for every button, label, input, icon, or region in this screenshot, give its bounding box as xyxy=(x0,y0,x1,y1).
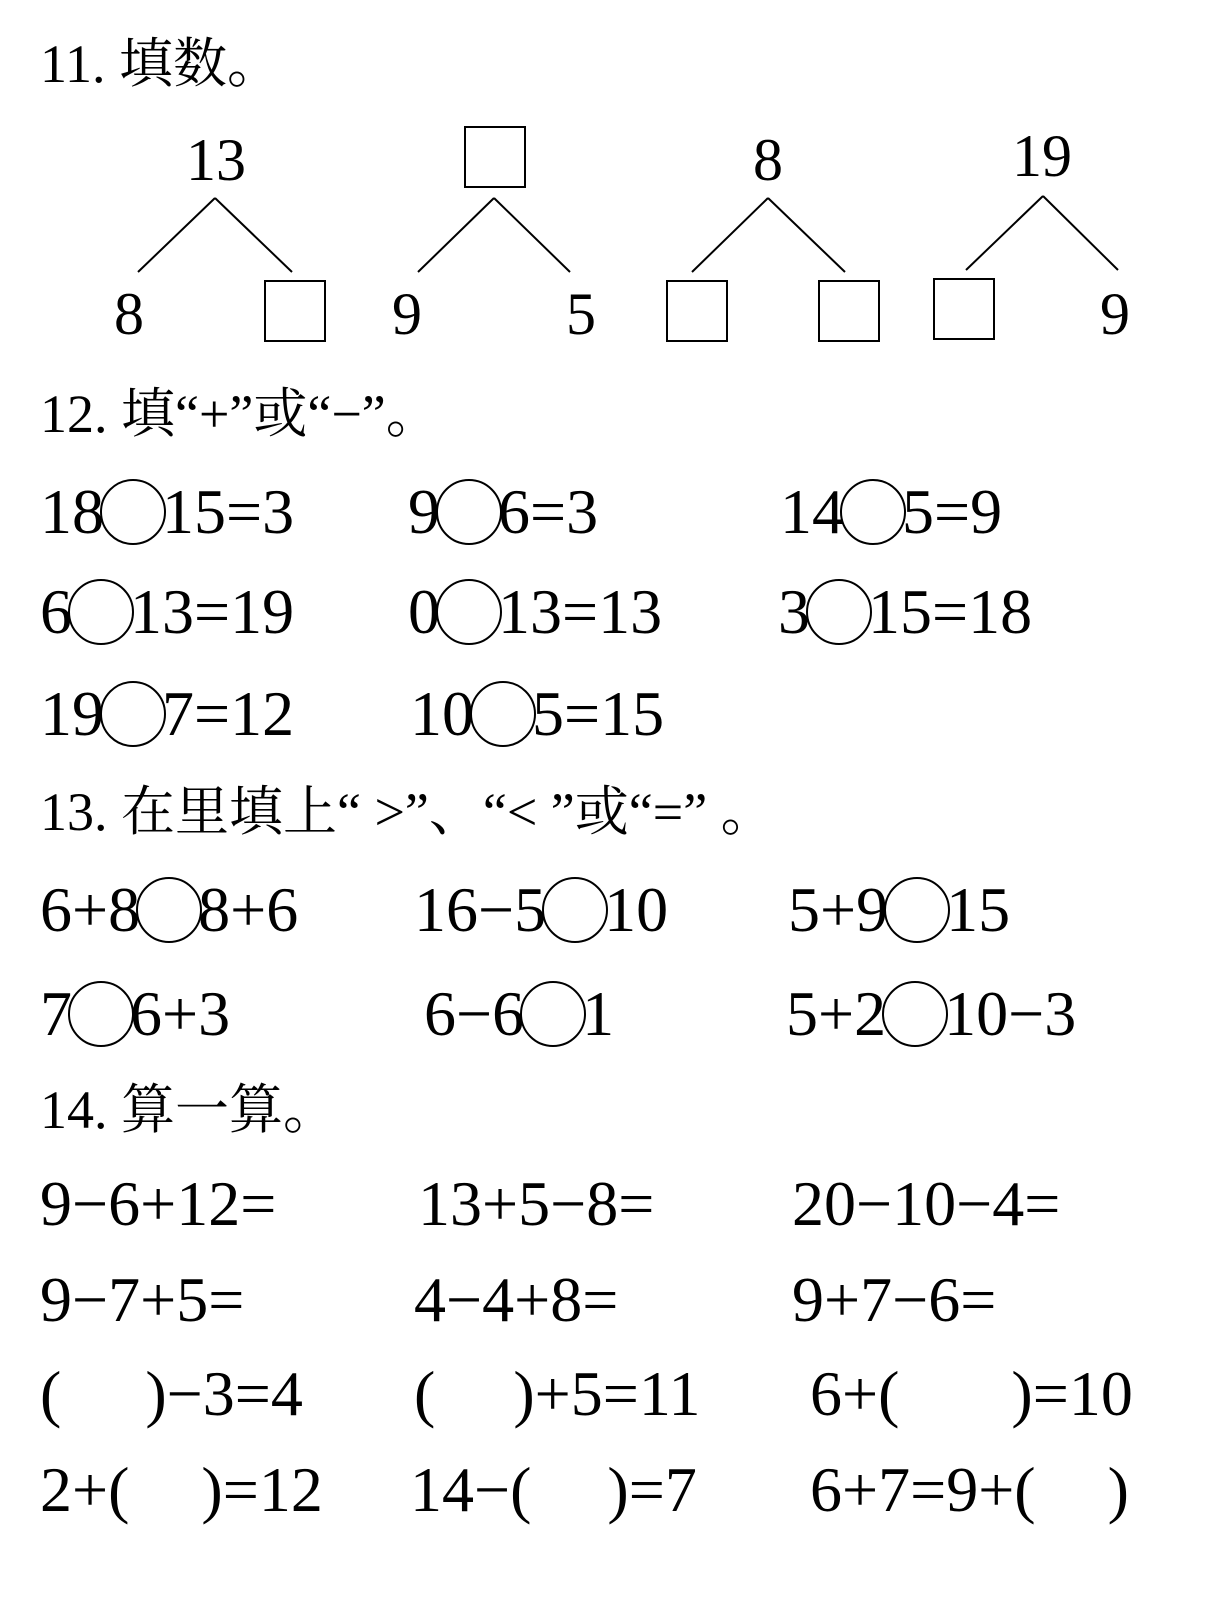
tree4-right-number: 9 xyxy=(1100,281,1130,347)
tree4-top-number: 19 xyxy=(1012,123,1072,189)
operator-circle[interactable] xyxy=(68,579,134,645)
q14-r1c3: 20−10−4= xyxy=(792,1168,1061,1239)
tree3-left-answer-box[interactable] xyxy=(666,280,728,342)
q12-r3c1-right: 7=12 xyxy=(162,678,295,749)
q12-r1c3-right: 5=9 xyxy=(902,476,1003,547)
q12-r1c3-left: 14 xyxy=(780,476,844,547)
compare-circle[interactable] xyxy=(542,877,608,943)
compare-circle[interactable] xyxy=(68,981,134,1047)
q13-row-2 xyxy=(0,974,1218,1054)
q14-r4c3-left: 6+7=9+( xyxy=(810,1454,1036,1525)
q12-r2c3-left: 3 xyxy=(778,576,810,647)
q14-r2c2: 4−4+8= xyxy=(414,1264,619,1335)
q12-r3c1-left: 19 xyxy=(40,678,104,749)
q12-r1c2-left: 9 xyxy=(408,476,440,547)
compare-circle[interactable] xyxy=(136,877,202,943)
q13-r1c3-right: 15 xyxy=(946,874,1011,945)
q13-r2c1-right: 6+3 xyxy=(130,978,231,1049)
q12-heading: 12. 填“+”或“−”。 xyxy=(40,384,440,444)
q12-r2c1-right: 13=19 xyxy=(130,576,295,647)
q13-heading: 13. 在里填上“ >”、“< ”或“=” 。 xyxy=(40,782,775,842)
q12-row-3 xyxy=(0,674,1218,754)
q14-r4c1-left: 2+( xyxy=(40,1454,130,1525)
q14-row-1 xyxy=(0,1164,1218,1244)
q13-r1c2-right: 10 xyxy=(604,874,669,945)
q12-r1c1-right: 15=3 xyxy=(162,476,295,547)
q14-r3c1-right: )−3=4 xyxy=(145,1358,303,1429)
q12-r3c2-left: 10 xyxy=(410,678,474,749)
q13-r1c1-right: 8+6 xyxy=(198,874,299,945)
tree1-right-answer-box[interactable] xyxy=(264,280,326,342)
q13-r1c2-left: 16−5 xyxy=(414,874,547,945)
q14-r1c2: 13+5−8= xyxy=(418,1168,655,1239)
q12-row-2 xyxy=(0,572,1218,652)
q14-r3c3-right: )=10 xyxy=(1011,1358,1133,1429)
q14-r4c3-right: ) xyxy=(1107,1454,1129,1525)
q14-row-4 xyxy=(0,1450,1218,1530)
q12-r2c1-left: 6 xyxy=(40,576,72,647)
q12-r2c3-right: 15=18 xyxy=(868,576,1033,647)
q14-r4c2-left: 14−( xyxy=(410,1454,532,1525)
tree1-left-number: 8 xyxy=(114,281,144,347)
tree2-top-answer-box[interactable] xyxy=(464,126,526,188)
q13-r2c2-left: 6−6 xyxy=(424,978,525,1049)
operator-circle[interactable] xyxy=(436,479,502,545)
tree1-top-number: 13 xyxy=(186,127,246,193)
q14-heading: 14. 算一算。 xyxy=(40,1080,337,1140)
q14-r3c3-left: 6+( xyxy=(810,1358,900,1429)
q12-r3c2-right: 5=15 xyxy=(532,678,665,749)
operator-circle[interactable] xyxy=(470,681,536,747)
q12-row-1 xyxy=(0,472,1218,552)
q14-r4c2-right: )=7 xyxy=(607,1454,697,1525)
q13-r1c3-left: 5+9 xyxy=(788,874,889,945)
operator-circle[interactable] xyxy=(840,479,906,545)
operator-circle[interactable] xyxy=(436,579,502,645)
operator-circle[interactable] xyxy=(100,681,166,747)
q13-r2c3-left: 5+2 xyxy=(786,978,887,1049)
q14-r3c2-right: )+5=11 xyxy=(513,1358,701,1429)
q14-r2c3: 9+7−6= xyxy=(792,1264,997,1335)
q14-r3c2-left: ( xyxy=(414,1358,436,1429)
q14-r1c1: 9−6+12= xyxy=(40,1168,277,1239)
q11-heading: 11. 填数。 xyxy=(40,34,281,94)
tree3-top-number: 8 xyxy=(753,127,783,193)
tree2-left-number: 9 xyxy=(392,281,422,347)
q14-r3c1-left: ( xyxy=(40,1358,62,1429)
q14-r2c1: 9−7+5= xyxy=(40,1264,245,1335)
tree4-left-answer-box[interactable] xyxy=(933,278,995,340)
q12-r1c1-left: 18 xyxy=(40,476,104,547)
compare-circle[interactable] xyxy=(520,981,586,1047)
q12-r2c2-left: 0 xyxy=(408,576,440,647)
q13-r2c2-right: 1 xyxy=(582,978,615,1049)
operator-circle[interactable] xyxy=(806,579,872,645)
q12-r1c2-right: 6=3 xyxy=(498,476,599,547)
operator-circle[interactable] xyxy=(100,479,166,545)
q13-r2c3-right: 10−3 xyxy=(944,978,1077,1049)
q13-r2c1-left: 7 xyxy=(40,978,72,1049)
tree3-right-answer-box[interactable] xyxy=(818,280,880,342)
q14-r4c1-right: )=12 xyxy=(201,1454,323,1525)
q14-row-3 xyxy=(0,1354,1218,1434)
tree2-right-number: 5 xyxy=(566,281,596,347)
q13-r1c1-left: 6+8 xyxy=(40,874,141,945)
compare-circle[interactable] xyxy=(884,877,950,943)
q12-r2c2-right: 13=13 xyxy=(498,576,663,647)
q13-row-1 xyxy=(0,870,1218,950)
q14-row-2 xyxy=(0,1260,1218,1340)
compare-circle[interactable] xyxy=(882,981,948,1047)
